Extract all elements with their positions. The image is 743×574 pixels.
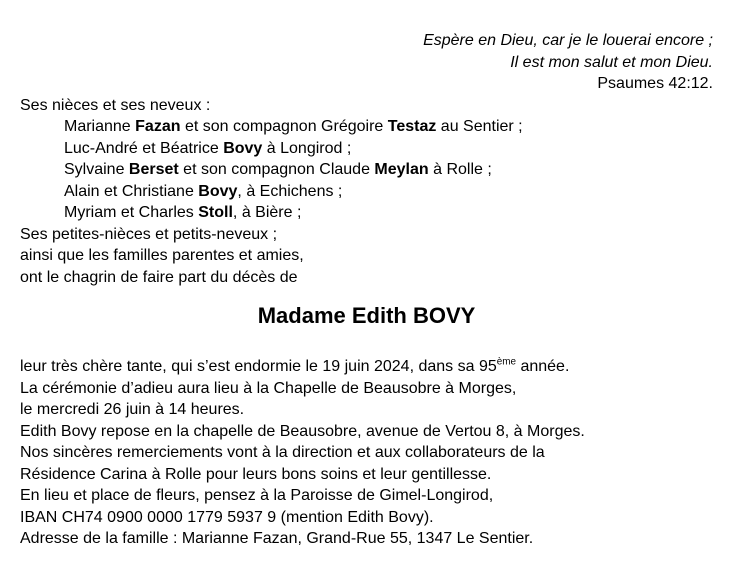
announcement-block bbox=[20, 95, 713, 289]
relative-line: Marianne Fazan et son compagnon Grégoire Testaz au Sentier ; bbox=[64, 118, 523, 135]
closing-line: ont le chagrin de faire part du décès de bbox=[20, 268, 298, 286]
detail-line: le mercredi 26 juin à 14 heures. bbox=[20, 401, 245, 418]
scripture-block bbox=[20, 30, 713, 95]
relatives-intro: Ses nièces et ses neveux : bbox=[20, 96, 211, 114]
relative-line: Myriam et Charles Stoll, à Bière ; bbox=[64, 204, 302, 221]
detail-line-age: leur très chère tante, qui s’est endormie le 19 juin 2024, dans sa 95ème année. bbox=[20, 356, 570, 375]
detail-line: IBAN CH74 0900 0000 1779 5937 9 (mention Edith Bovy). bbox=[20, 508, 434, 526]
detail-line: La cérémonie d’adieu aura lieu à la Chapelle de Beausobre à Morges, bbox=[20, 379, 517, 397]
detail-line: Edith Bovy repose en la chapelle de Beausobre, avenue de Vertou 8, à Morges. bbox=[20, 422, 585, 440]
detail-line: En lieu et place de fleurs, pensez à la Paroisse de Gimel-Longirod, bbox=[20, 487, 494, 504]
relative-line: Sylvaine Berset et son compagnon Claude Meylan à Rolle ; bbox=[64, 161, 492, 178]
detail-line: Nos sincères remerciements vont à la direction et aux collaborateurs de la bbox=[20, 444, 545, 461]
scripture-line-2: Il est mon salut et mon Dieu. bbox=[510, 53, 713, 71]
deceased-name: Madame Edith BOVY bbox=[257, 303, 476, 328]
scripture-line-1: Espère en Dieu, car je le louerai encore ; bbox=[423, 32, 713, 49]
closing-line: Ses petites-nièces et petits-neveux ; bbox=[20, 225, 278, 243]
detail-line: Adresse de la famille : Marianne Fazan, Grand-Rue 55, 1347 Le Sentier. bbox=[20, 530, 534, 547]
relative-line: Alain et Christiane Bovy, à Echichens ; bbox=[64, 182, 343, 200]
details-block bbox=[20, 356, 713, 550]
detail-line: Résidence Carina à Rolle pour leurs bons soins et leur gentillesse. bbox=[20, 465, 492, 483]
closing-line: ainsi que les familles parentes et amies, bbox=[20, 247, 304, 264]
relative-line: Luc-André et Béatrice Bovy à Longirod ; bbox=[64, 139, 352, 157]
scripture-reference: Psaumes 42:12. bbox=[597, 75, 713, 92]
